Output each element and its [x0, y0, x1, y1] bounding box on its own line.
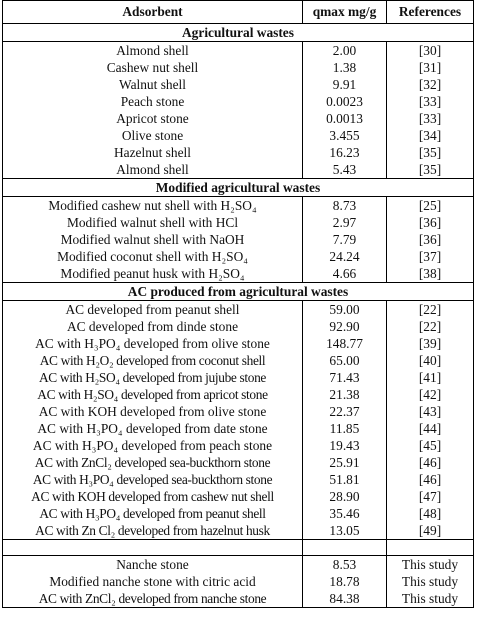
reference-cell: [22] — [387, 318, 474, 335]
reference-cell: [25] — [387, 197, 474, 215]
qmax-cell: 1.38 — [303, 59, 387, 76]
reference-cell: [46] — [387, 471, 474, 488]
reference-cell: [30] — [387, 42, 474, 60]
qmax-cell: 71.43 — [303, 369, 387, 386]
table-row — [3, 386, 474, 403]
qmax-cell: 84.38 — [303, 590, 387, 608]
qmax-cell: 51.81 — [303, 471, 387, 488]
adsorbent-cell: Modified coconut shell with H₂SO₄ — [3, 248, 303, 265]
table-row — [3, 522, 474, 540]
table-row — [3, 127, 474, 144]
reference-cell: This study — [387, 590, 474, 608]
qmax-cell: 148.77 — [303, 335, 387, 352]
adsorbent-cell: AC with ZnCl₂ developed sea-buckthorn stone — [3, 454, 303, 471]
adsorbent-cell: AC with KOH developed from cashew nut shell — [3, 488, 303, 505]
adsorbent-cell: Olive stone — [3, 127, 303, 144]
table-row — [3, 335, 474, 352]
adsorbent-cell: Hazelnut shell — [3, 144, 303, 161]
adsorbent-cell: Modified nanche stone with citric acid — [3, 573, 303, 590]
qmax-cell: 7.79 — [303, 231, 387, 248]
spacer-cell — [387, 540, 474, 556]
adsorbent-cell: Modified walnut shell with HCl — [3, 214, 303, 231]
reference-cell: [44] — [387, 420, 474, 437]
table-row — [3, 420, 474, 437]
reference-cell: [33] — [387, 110, 474, 127]
section-title: Agricultural wastes — [3, 24, 474, 42]
adsorbent-cell: AC with KOH developed from olive stone — [3, 403, 303, 420]
qmax-cell: 22.37 — [303, 403, 387, 420]
adsorbent-cell: Cashew nut shell — [3, 59, 303, 76]
header-row — [3, 1, 474, 24]
qmax-cell: 65.00 — [303, 352, 387, 369]
table-row — [3, 144, 474, 161]
reference-cell: [47] — [387, 488, 474, 505]
table-row — [3, 573, 474, 590]
table-row — [3, 110, 474, 127]
reference-cell: [38] — [387, 265, 474, 283]
qmax-cell: 8.53 — [303, 556, 387, 574]
qmax-cell: 2.97 — [303, 214, 387, 231]
adsorbent-cell: AC with H₃PO₄ developed from peanut shell — [3, 505, 303, 522]
qmax-cell: 13.05 — [303, 522, 387, 540]
table-row — [3, 248, 474, 265]
reference-cell: [35] — [387, 161, 474, 179]
qmax-cell: 24.24 — [303, 248, 387, 265]
table-row — [3, 352, 474, 369]
table-row — [3, 301, 474, 319]
spacer-cell — [3, 540, 303, 556]
qmax-cell: 8.73 — [303, 197, 387, 215]
table-row — [3, 454, 474, 471]
qmax-cell: 59.00 — [303, 301, 387, 319]
section-row — [3, 24, 474, 42]
spacer-cell — [303, 540, 387, 556]
adsorbent-cell: Almond shell — [3, 161, 303, 179]
table-row — [3, 161, 474, 179]
reference-cell: This study — [387, 573, 474, 590]
table-row — [3, 197, 474, 215]
section-title: AC produced from agricultural wastes — [3, 283, 474, 301]
qmax-cell: 18.78 — [303, 573, 387, 590]
table-row — [3, 318, 474, 335]
header-references: References — [387, 1, 474, 24]
adsorbent-cell: AC developed from peanut shell — [3, 301, 303, 319]
section-row — [3, 179, 474, 197]
table-row — [3, 590, 474, 608]
reference-cell: This study — [387, 556, 474, 574]
adsorbent-cell: AC with H₂O₂ developed from coconut shell — [3, 352, 303, 369]
reference-cell: [35] — [387, 144, 474, 161]
qmax-cell: 9.91 — [303, 76, 387, 93]
adsorbent-cell: AC with ZnCl₂ developed from nanche stone — [3, 590, 303, 608]
table-row — [3, 59, 474, 76]
qmax-cell: 16.23 — [303, 144, 387, 161]
reference-cell: [33] — [387, 93, 474, 110]
table-row — [3, 403, 474, 420]
table-row — [3, 556, 474, 574]
qmax-cell: 35.46 — [303, 505, 387, 522]
adsorbent-cell: Apricot stone — [3, 110, 303, 127]
qmax-cell: 4.66 — [303, 265, 387, 283]
adsorbent-cell: Modified peanut husk with H₂SO₄ — [3, 265, 303, 283]
reference-cell: [42] — [387, 386, 474, 403]
adsorbent-cell: Modified walnut shell with NaOH — [3, 231, 303, 248]
reference-cell: [34] — [387, 127, 474, 144]
qmax-cell: 25.91 — [303, 454, 387, 471]
reference-cell: [48] — [387, 505, 474, 522]
table-body — [3, 24, 474, 608]
adsorbent-cell: AC with H₂SO₄ developed from jujube stone — [3, 369, 303, 386]
qmax-cell: 92.90 — [303, 318, 387, 335]
section-row — [3, 283, 474, 301]
table-row — [3, 231, 474, 248]
header-adsorbent: Adsorbent — [3, 1, 303, 24]
adsorbent-cell: Modified cashew nut shell with H₂SO₄ — [3, 197, 303, 215]
adsorbent-cell: AC with H₃PO₄ developed from olive stone — [3, 335, 303, 352]
qmax-cell: 11.85 — [303, 420, 387, 437]
qmax-cell: 0.0023 — [303, 93, 387, 110]
table-row — [3, 42, 474, 60]
header-qmax: qmax mg/g — [303, 1, 387, 24]
reference-cell: [45] — [387, 437, 474, 454]
adsorbent-cell: AC with H₃PO₄ developed from date stone — [3, 420, 303, 437]
qmax-cell: 3.455 — [303, 127, 387, 144]
qmax-cell: 2.00 — [303, 42, 387, 60]
table-row — [3, 488, 474, 505]
table-row — [3, 265, 474, 283]
adsorbent-cell: AC with H₃PO₄ developed sea-buckthorn stone — [3, 471, 303, 488]
table-row — [3, 93, 474, 110]
reference-cell: [41] — [387, 369, 474, 386]
adsorbent-cell: Walnut shell — [3, 76, 303, 93]
reference-cell: [36] — [387, 231, 474, 248]
table-row — [3, 471, 474, 488]
table-row — [3, 369, 474, 386]
adsorbent-cell: Nanche stone — [3, 556, 303, 574]
qmax-cell: 28.90 — [303, 488, 387, 505]
reference-cell: [49] — [387, 522, 474, 540]
section-title: Modified agricultural wastes — [3, 179, 474, 197]
adsorbent-cell: AC with H₃PO₄ developed from peach stone — [3, 437, 303, 454]
table-row — [3, 214, 474, 231]
reference-cell: [39] — [387, 335, 474, 352]
qmax-cell: 19.43 — [303, 437, 387, 454]
reference-cell: [37] — [387, 248, 474, 265]
adsorbent-cell: AC developed from dinde stone — [3, 318, 303, 335]
reference-cell: [43] — [387, 403, 474, 420]
adsorbent-cell: Peach stone — [3, 93, 303, 110]
reference-cell: [40] — [387, 352, 474, 369]
adsorbent-cell: AC with H₂SO₄ developed from apricot stone — [3, 386, 303, 403]
table-row — [3, 76, 474, 93]
reference-cell: [46] — [387, 454, 474, 471]
qmax-cell: 21.38 — [303, 386, 387, 403]
table-row — [3, 437, 474, 454]
spacer-row — [3, 540, 474, 556]
reference-cell: [36] — [387, 214, 474, 231]
qmax-cell: 5.43 — [303, 161, 387, 179]
reference-cell: [22] — [387, 301, 474, 319]
reference-cell: [32] — [387, 76, 474, 93]
table-row — [3, 505, 474, 522]
qmax-cell: 0.0013 — [303, 110, 387, 127]
adsorbent-cell: Almond shell — [3, 42, 303, 60]
adsorbent-cell: AC with Zn Cl₂ developed from hazelnut husk — [3, 522, 303, 540]
adsorbent-comparison-table — [2, 0, 474, 608]
reference-cell: [31] — [387, 59, 474, 76]
